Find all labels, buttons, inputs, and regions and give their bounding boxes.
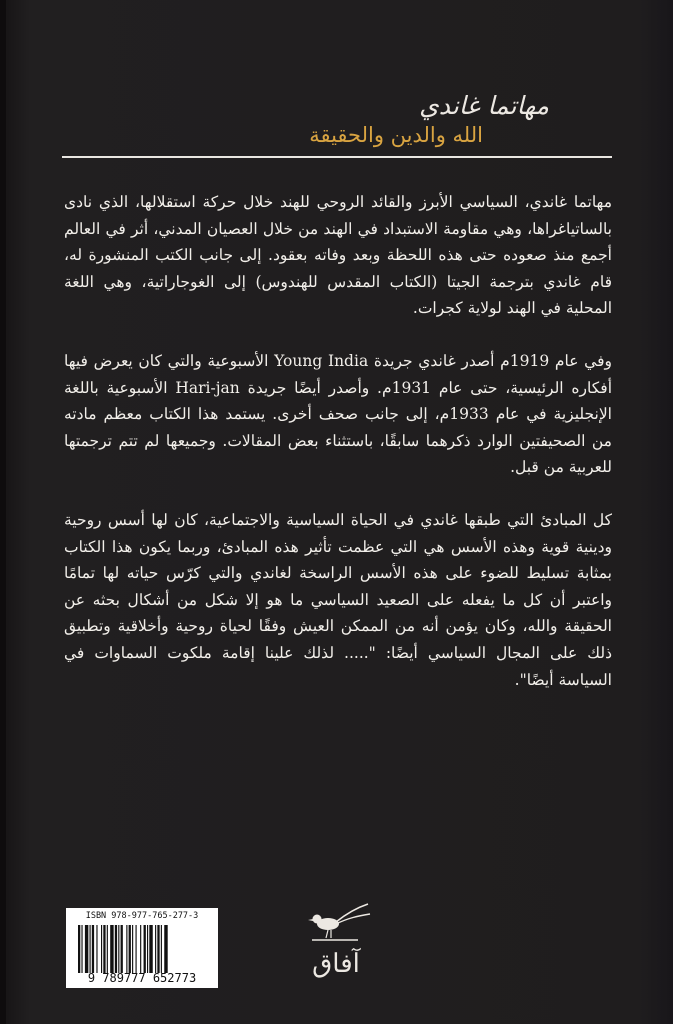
title-block: [223, 92, 553, 148]
publisher-logo: [298, 900, 374, 984]
title-divider: [62, 156, 612, 158]
barcode-bars: [76, 925, 208, 973]
blurb-paragraph-3: كل المبادئ التي طبقها غاندي في الحياة السياسية والاجتماعية، كان لها أسس روحية ودينية قوية وهذه الأسس هي التي عظمت تأثير هذه المبادئ، وربما يكون هذا الكتاب بمثابة تسليط للضوء على هذه الأسس الراسخة لغاندي والتي كرّس حياته لها تمامًا واعتبر أن كل ما يفعله على الصعيد السياسي ما هو إلا شكل من أشكال بحثه عن الحقيقة والله، وكان يؤمن أنه من الممكن العيش وفقًا لحياة روحية وأخلاقية وتطبيق ذلك على المجال السياسي أيضًا: "..... لذلك علينا إقامة ملكوت السماوات في السياسة أيضًا".: [64, 510, 612, 689]
barcode-number: 9 789777 652773: [87, 971, 197, 985]
isbn-label: ISBN 978-977-765-277-3: [85, 911, 199, 921]
blurb: [64, 189, 612, 693]
book-title: الله والدين والحقيقة: [309, 123, 483, 147]
spine-edge: [0, 0, 6, 1024]
bird-icon: [308, 904, 370, 940]
barcode: [66, 908, 218, 988]
author-name: مهاتما غاندي: [419, 91, 549, 120]
blurb-paragraph-1: مهاتما غاندي، السياسي الأبرز والقائد الروحي للهند خلال حركة استقلالها، الذي نادى بالساتياغراها، وهي مقاومة الاستبداد في الهند من خلال العصيان المدني، أثر في العالم أجمع منذ صعوده حتى هذه اللحظة وبعد وفاته بعقود. إلى جانب الكتب المنشورة له، قام غاندي بترجمة الجيتا (الكتاب المقدس للهندوس) إلى الغوجاراتية، وهي اللغة المحلية في الهند لولاية كجرات.: [64, 193, 612, 318]
publisher-logo-text: آفاق: [312, 949, 360, 979]
blurb-paragraph-2: وفي عام 1919م أصدر غاندي جريدة Young India الأسبوعية والتي كان يعرض فيها أفكاره الرئيسية، حتى عام 1931م. وأصدر أيضًا جريدة Hari-jan الأسبوعية باللغة الإنجليزية في عام 1933م، إلى جانب صحف أخرى. يستمد هذا الكتاب معظم مادته من الصحيفتين الوارد ذكرهما سابقًا، باستثناء بعض المقالات. وجميعها لم تتم ترجمتها للعربية من قبل.: [64, 351, 613, 477]
